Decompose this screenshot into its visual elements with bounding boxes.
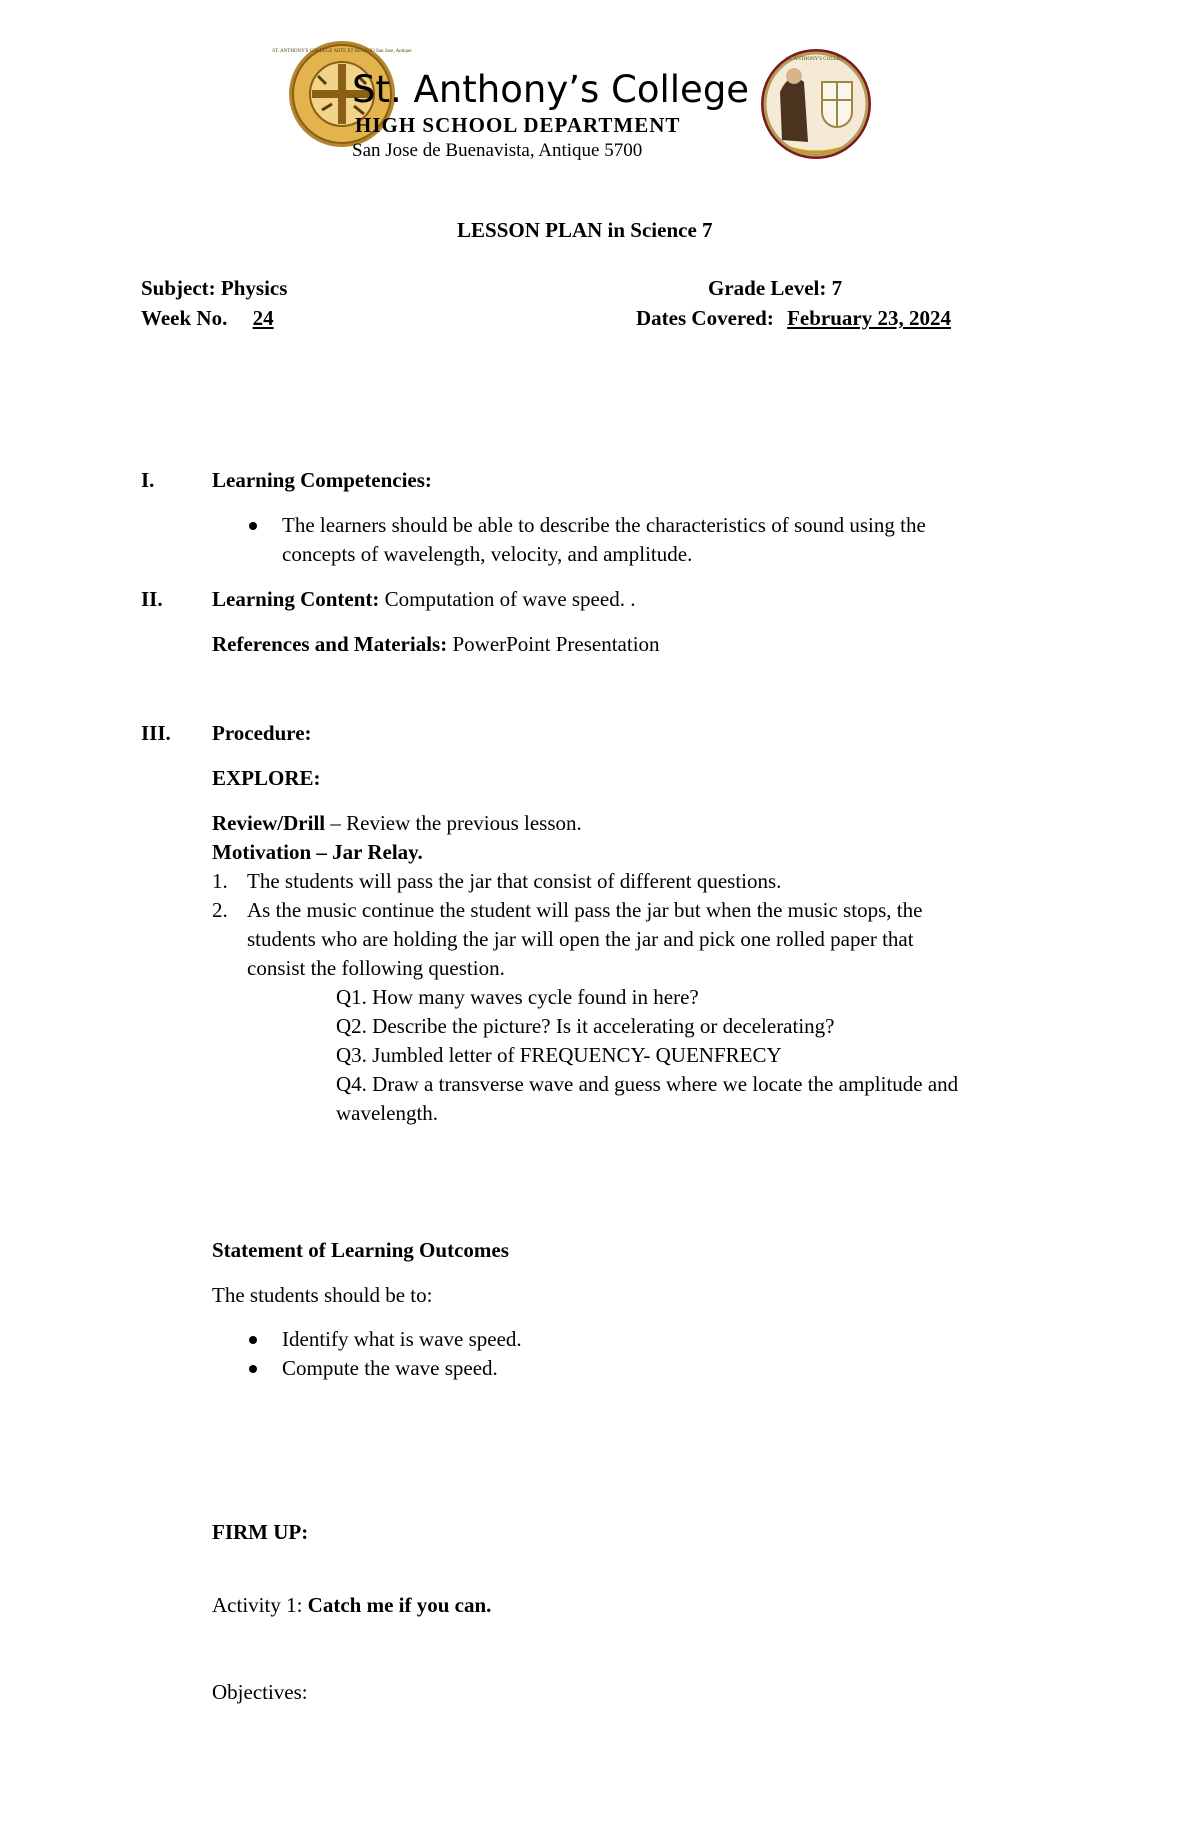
dates-label: Dates Covered: xyxy=(636,306,774,330)
section-heading-competencies: Learning Competencies: xyxy=(212,468,432,492)
page-title: LESSON PLAN in Science 7 xyxy=(457,218,713,242)
college-seal-right xyxy=(760,48,872,160)
references-row xyxy=(212,632,660,657)
subject-row xyxy=(141,276,287,301)
grade-label: Grade Level: xyxy=(708,276,827,300)
section-heading-procedure: Procedure: xyxy=(212,721,312,745)
question-line: Q4. Draw a transverse wave and guess where we locate the amplitude and xyxy=(336,1072,959,1096)
review-row xyxy=(212,811,582,836)
section-numeral: I. xyxy=(141,468,155,492)
bullet-dot xyxy=(249,522,257,530)
bullet-dot xyxy=(249,1336,257,1344)
outcomes-heading: Statement of Learning Outcomes xyxy=(212,1238,509,1262)
section-numeral: II. xyxy=(141,587,163,611)
outcome-item: Compute the wave speed. xyxy=(282,1356,498,1380)
step-text-line: The students will pass the jar that consist of different questions. xyxy=(247,869,782,893)
activity-title: Catch me if you can. xyxy=(307,1593,492,1617)
grade-row xyxy=(708,276,842,301)
bullet-dot xyxy=(249,1365,257,1373)
question-line: Q3. Jumbled letter of FREQUENCY- QUENFRECY xyxy=(336,1043,782,1067)
firm-up-heading: FIRM UP: xyxy=(212,1520,309,1544)
step-text-line: students who are holding the jar will open the jar and pick one rolled paper that xyxy=(247,927,914,951)
activity-row xyxy=(212,1593,491,1618)
motivation-heading: Motivation – Jar Relay. xyxy=(212,840,423,864)
outcome-item: Identify what is wave speed. xyxy=(282,1327,522,1351)
college-name: St. Anthony’s College xyxy=(352,68,750,111)
learning-content-row xyxy=(212,587,635,612)
dates-value: February 23, 2024 xyxy=(787,306,951,330)
activity-label: Activity 1: xyxy=(212,1593,303,1617)
department-name: HIGH SCHOOL DEPARTMENT xyxy=(355,113,681,137)
seal-right-text: ST. ANTHONY'S COLLEGE xyxy=(785,57,847,62)
week-value: 24 xyxy=(252,306,274,330)
subject-label: Subject: xyxy=(141,276,216,300)
week-label: Week No. xyxy=(141,306,228,330)
question-line: Q1. How many waves cycle found in here? xyxy=(336,985,699,1009)
review-text: – Review the previous lesson. xyxy=(330,811,582,835)
grade-value: 7 xyxy=(831,276,843,300)
section-heading-content: Learning Content: xyxy=(212,587,380,611)
subject-value: Physics xyxy=(220,276,288,300)
step-number: 2. xyxy=(212,898,228,922)
college-address: San Jose de Buenavista, Antique 5700 xyxy=(352,140,643,161)
learning-content-value: Computation of wave speed. . xyxy=(384,587,636,611)
step-text-line: consist the following question. xyxy=(247,956,505,980)
section-numeral: III. xyxy=(141,721,171,745)
step-number: 1. xyxy=(212,869,228,893)
objectives-label: Objectives: xyxy=(212,1680,308,1704)
explore-heading: EXPLORE: xyxy=(212,766,321,790)
references-value: PowerPoint Presentation xyxy=(452,632,660,656)
week-row xyxy=(141,306,339,331)
seal-left-text: ST. ANTHONY'S COLLEGE ARTE ET RELIGIO San Jose, Antique xyxy=(272,49,412,54)
question-line: wavelength. xyxy=(336,1101,439,1125)
competency-text-line: The learners should be able to describe the characteristics of sound using the xyxy=(282,513,926,537)
question-line: Q2. Describe the picture? Is it accelerating or decelerating? xyxy=(336,1014,835,1038)
competency-text-line: concepts of wavelength, velocity, and amplitude. xyxy=(282,542,693,566)
step-text-line: As the music continue the student will pass the jar but when the music stops, the xyxy=(247,898,923,922)
review-label: Review/Drill xyxy=(212,811,326,835)
dates-row xyxy=(636,306,951,331)
outcomes-intro: The students should be to: xyxy=(212,1283,433,1307)
references-heading: References and Materials: xyxy=(212,632,448,656)
